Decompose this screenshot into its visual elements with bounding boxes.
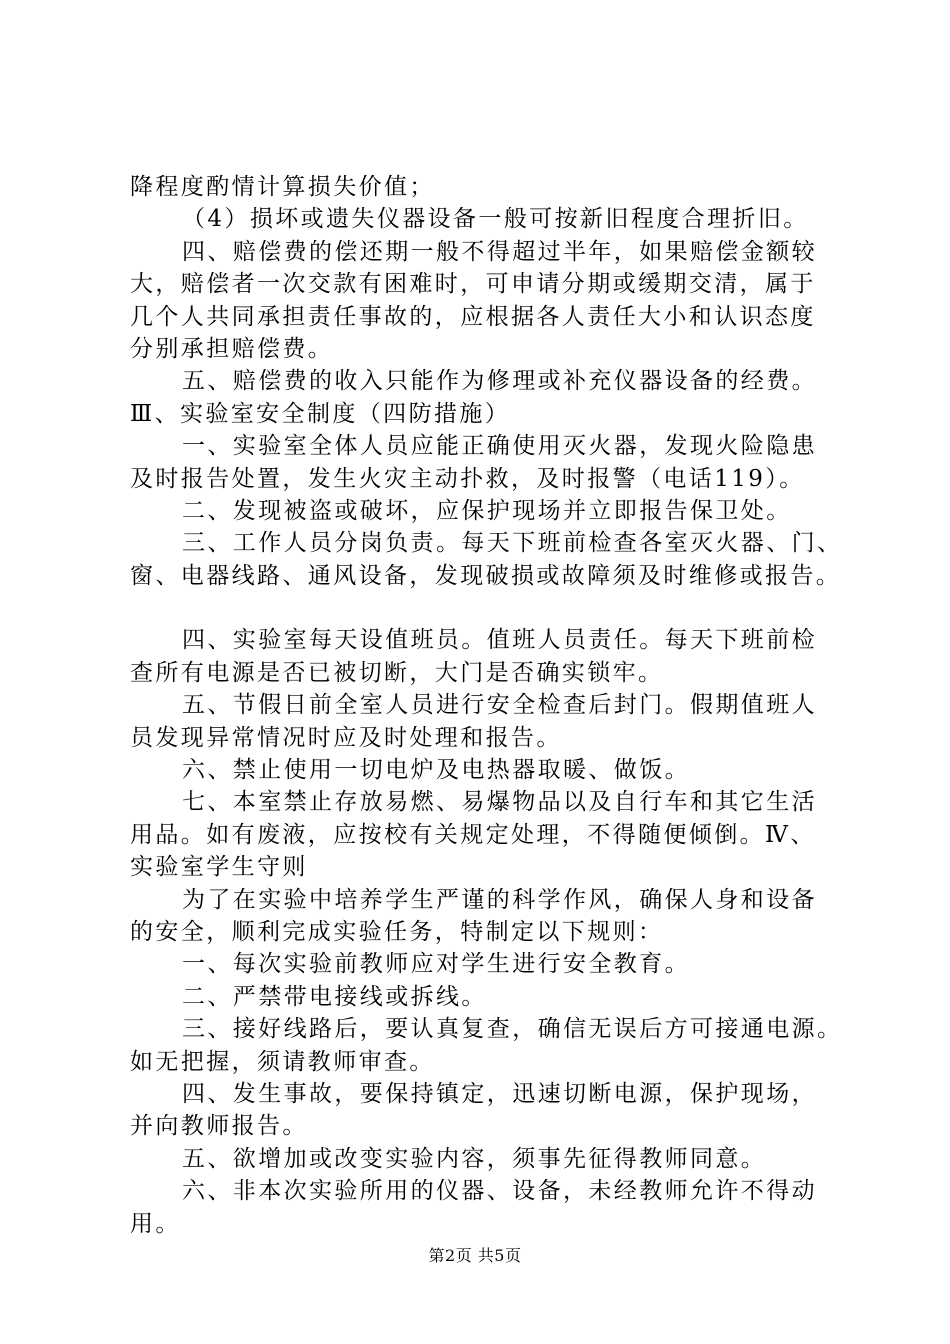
text-line: 如无把握，须请教师审查。 bbox=[130, 1048, 435, 1075]
text-line: 及时报告处置，发生火灾主动扑救，及时报警（电话119）。 bbox=[130, 465, 805, 492]
document-body bbox=[130, 171, 850, 1240]
blank-line bbox=[130, 592, 850, 624]
text-line: 五、欲增加或改变实验内容，须事先征得教师同意。 bbox=[182, 1145, 767, 1172]
text-line: 查所有电源是否已被切断，大门是否确实锁牢。 bbox=[130, 659, 664, 686]
text-line: 三、接好线路后，要认真复查，确信无误后方可接通电源。 bbox=[182, 1016, 843, 1043]
text-line: 大，赔偿者一次交款有困难时，可申请分期或缓期交清，属于 bbox=[130, 271, 816, 298]
text-line: 五、赔偿费的收入只能作为修理或补充仪器设备的经费。 bbox=[182, 368, 817, 395]
text-line: 窗、电器线路、通风设备，发现破损或故障须及时维修或报告。 bbox=[130, 562, 842, 589]
page-footer: 第2页 共5页 bbox=[428, 1246, 522, 1265]
text-line: 四、实验室每天设值班员。值班人员责任。每天下班前检 bbox=[182, 627, 817, 654]
text-line: 一、实验室全体人员应能正确使用灭火器，发现火险隐患 bbox=[182, 433, 817, 460]
text-line: 五、节假日前全室人员进行安全检查后封门。假期值班人 bbox=[182, 692, 817, 719]
text-line: 一、每次实验前教师应对学生进行安全教育。 bbox=[182, 951, 690, 978]
text-line: 四、赔偿费的偿还期一般不得超过半年，如果赔偿金额较 bbox=[182, 238, 817, 265]
text-line: 并向教师报告。 bbox=[130, 1113, 308, 1140]
text-line: 用品。如有废液，应按校有关规定处理，不得随便倾倒。Ⅳ、 bbox=[130, 821, 816, 848]
text-line: 为了在实验中培养学生严谨的科学作风，确保人身和设备 bbox=[182, 886, 817, 913]
text-line: 分别承担赔偿费。 bbox=[130, 335, 334, 362]
text-line: 实验室学生守则 bbox=[130, 854, 308, 881]
text-line: 六、禁止使用一切电炉及电热器取暖、做饭。 bbox=[182, 757, 690, 784]
text-line: 七、本室禁止存放易燃、易爆物品以及自行车和其它生活 bbox=[182, 789, 817, 816]
text-line: Ⅲ、实验室安全制度（四防措施） bbox=[130, 400, 511, 427]
text-line: 员发现异常情况时应及时处理和报告。 bbox=[130, 724, 562, 751]
text-line: 几个人共同承担责任事故的，应根据各人责任大小和认识态度 bbox=[130, 303, 816, 330]
text-line: 降程度酌情计算损失价值； bbox=[130, 174, 435, 200]
text-line: 二、严禁带电接线或拆线。 bbox=[182, 983, 487, 1010]
text-line: 二、发现被盗或破坏，应保护现场并立即报告保卫处。 bbox=[182, 497, 792, 524]
text-line: 的安全，顺利完成实验任务，特制定以下规则： bbox=[130, 918, 664, 945]
text-line: 六、非本次实验所用的仪器、设备，未经教师允许不得动 bbox=[182, 1178, 817, 1205]
text-line: （4）损坏或遗失仪器设备一般可按新旧程度合理折旧。 bbox=[182, 206, 809, 233]
text-line: 四、发生事故，要保持镇定，迅速切断电源，保护现场， bbox=[182, 1080, 817, 1107]
text-line: 三、工作人员分岗负责。每天下班前检查各室灭火器、门、 bbox=[182, 530, 843, 557]
text-line: 用。 bbox=[130, 1210, 181, 1237]
